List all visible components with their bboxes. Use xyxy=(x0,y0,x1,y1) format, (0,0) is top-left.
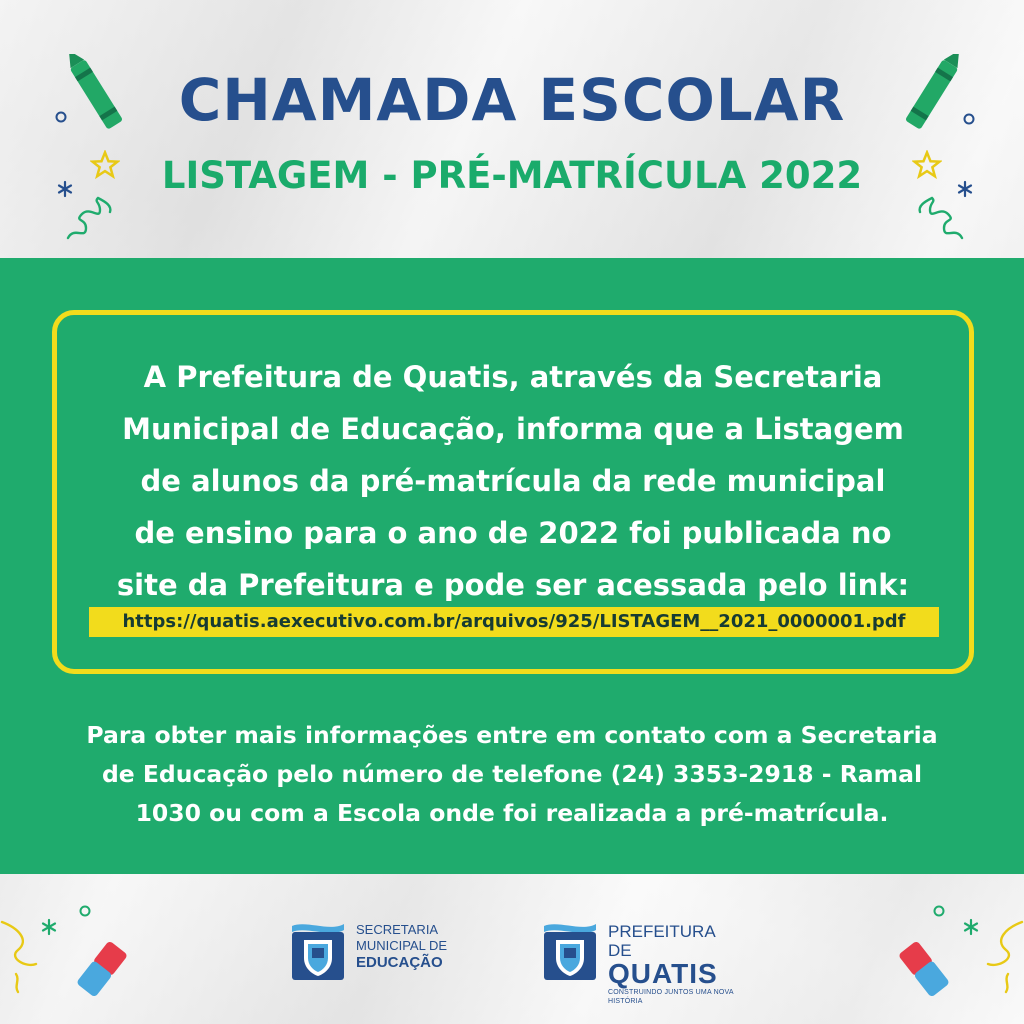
logo-line: QUATIS xyxy=(608,958,718,989)
crayon-icon xyxy=(68,54,128,140)
notice-line: Municipal de Educação, informa que a Listagem xyxy=(122,412,904,446)
circle-icon xyxy=(54,110,68,124)
circle-icon xyxy=(962,112,976,126)
listing-link[interactable]: https://quatis.aexecutivo.com.br/arquivos/925/LISTAGEM__2021_0000001.pdf xyxy=(89,607,939,637)
logo-line: EDUCAÇÃO xyxy=(356,954,443,971)
eraser-icon xyxy=(74,938,130,1000)
notice-line: de alunos da pré-matrícula da rede municipal xyxy=(140,464,886,498)
header xyxy=(0,0,1024,258)
contact-line: Para obter mais informações entre em contato com a Secretaria xyxy=(86,721,938,749)
contact-line: de Educação pelo número de telefone (24) 3353-2918 - Ramal xyxy=(101,760,923,788)
contact-info xyxy=(30,716,994,833)
star-icon xyxy=(912,150,942,180)
logo-tagline: CONSTRUINDO JUNTOS UMA NOVA HISTÓRIA xyxy=(608,989,734,1005)
page-subtitle: LISTAGEM - PRÉ-MATRÍCULA 2022 xyxy=(161,154,863,197)
page-title: CHAMADA ESCOLAR xyxy=(178,66,846,134)
circle-icon xyxy=(932,904,946,918)
footer xyxy=(0,874,1024,1024)
eraser-icon xyxy=(896,938,952,1000)
main-panel xyxy=(0,258,1024,874)
logo-prefeitura-quatis xyxy=(540,918,740,1005)
logo-secretaria-text xyxy=(356,922,447,972)
coat-of-arms-icon xyxy=(288,918,348,982)
squiggle-icon xyxy=(64,196,116,244)
logo-line: MUNICIPAL DE xyxy=(356,938,448,953)
star-icon xyxy=(90,150,120,180)
notice-text xyxy=(81,351,945,611)
notice-line: site da Prefeitura e pode ser acessada pelo link: xyxy=(116,568,910,602)
logo-line: PREFEITURA DE xyxy=(608,922,715,960)
notice-line: de ensino para o ano de 2022 foi publicada no xyxy=(134,516,892,550)
notice-line: A Prefeitura de Quatis, através da Secretaria xyxy=(143,360,883,394)
squiggle-icon xyxy=(0,914,44,994)
squiggle-icon xyxy=(914,196,966,244)
contact-line: 1030 ou com a Escola onde foi realizada a pré-matrícula. xyxy=(135,799,889,827)
squiggle-icon xyxy=(980,914,1024,994)
circle-icon xyxy=(78,904,92,918)
logo-line: SECRETARIA xyxy=(356,922,439,937)
asterisk-icon xyxy=(962,918,980,936)
crayon-icon xyxy=(900,54,960,140)
coat-of-arms-icon xyxy=(540,918,600,982)
logo-secretaria-educacao xyxy=(288,918,458,984)
logo-prefeitura-text xyxy=(608,922,740,1006)
notice-box xyxy=(52,310,974,674)
